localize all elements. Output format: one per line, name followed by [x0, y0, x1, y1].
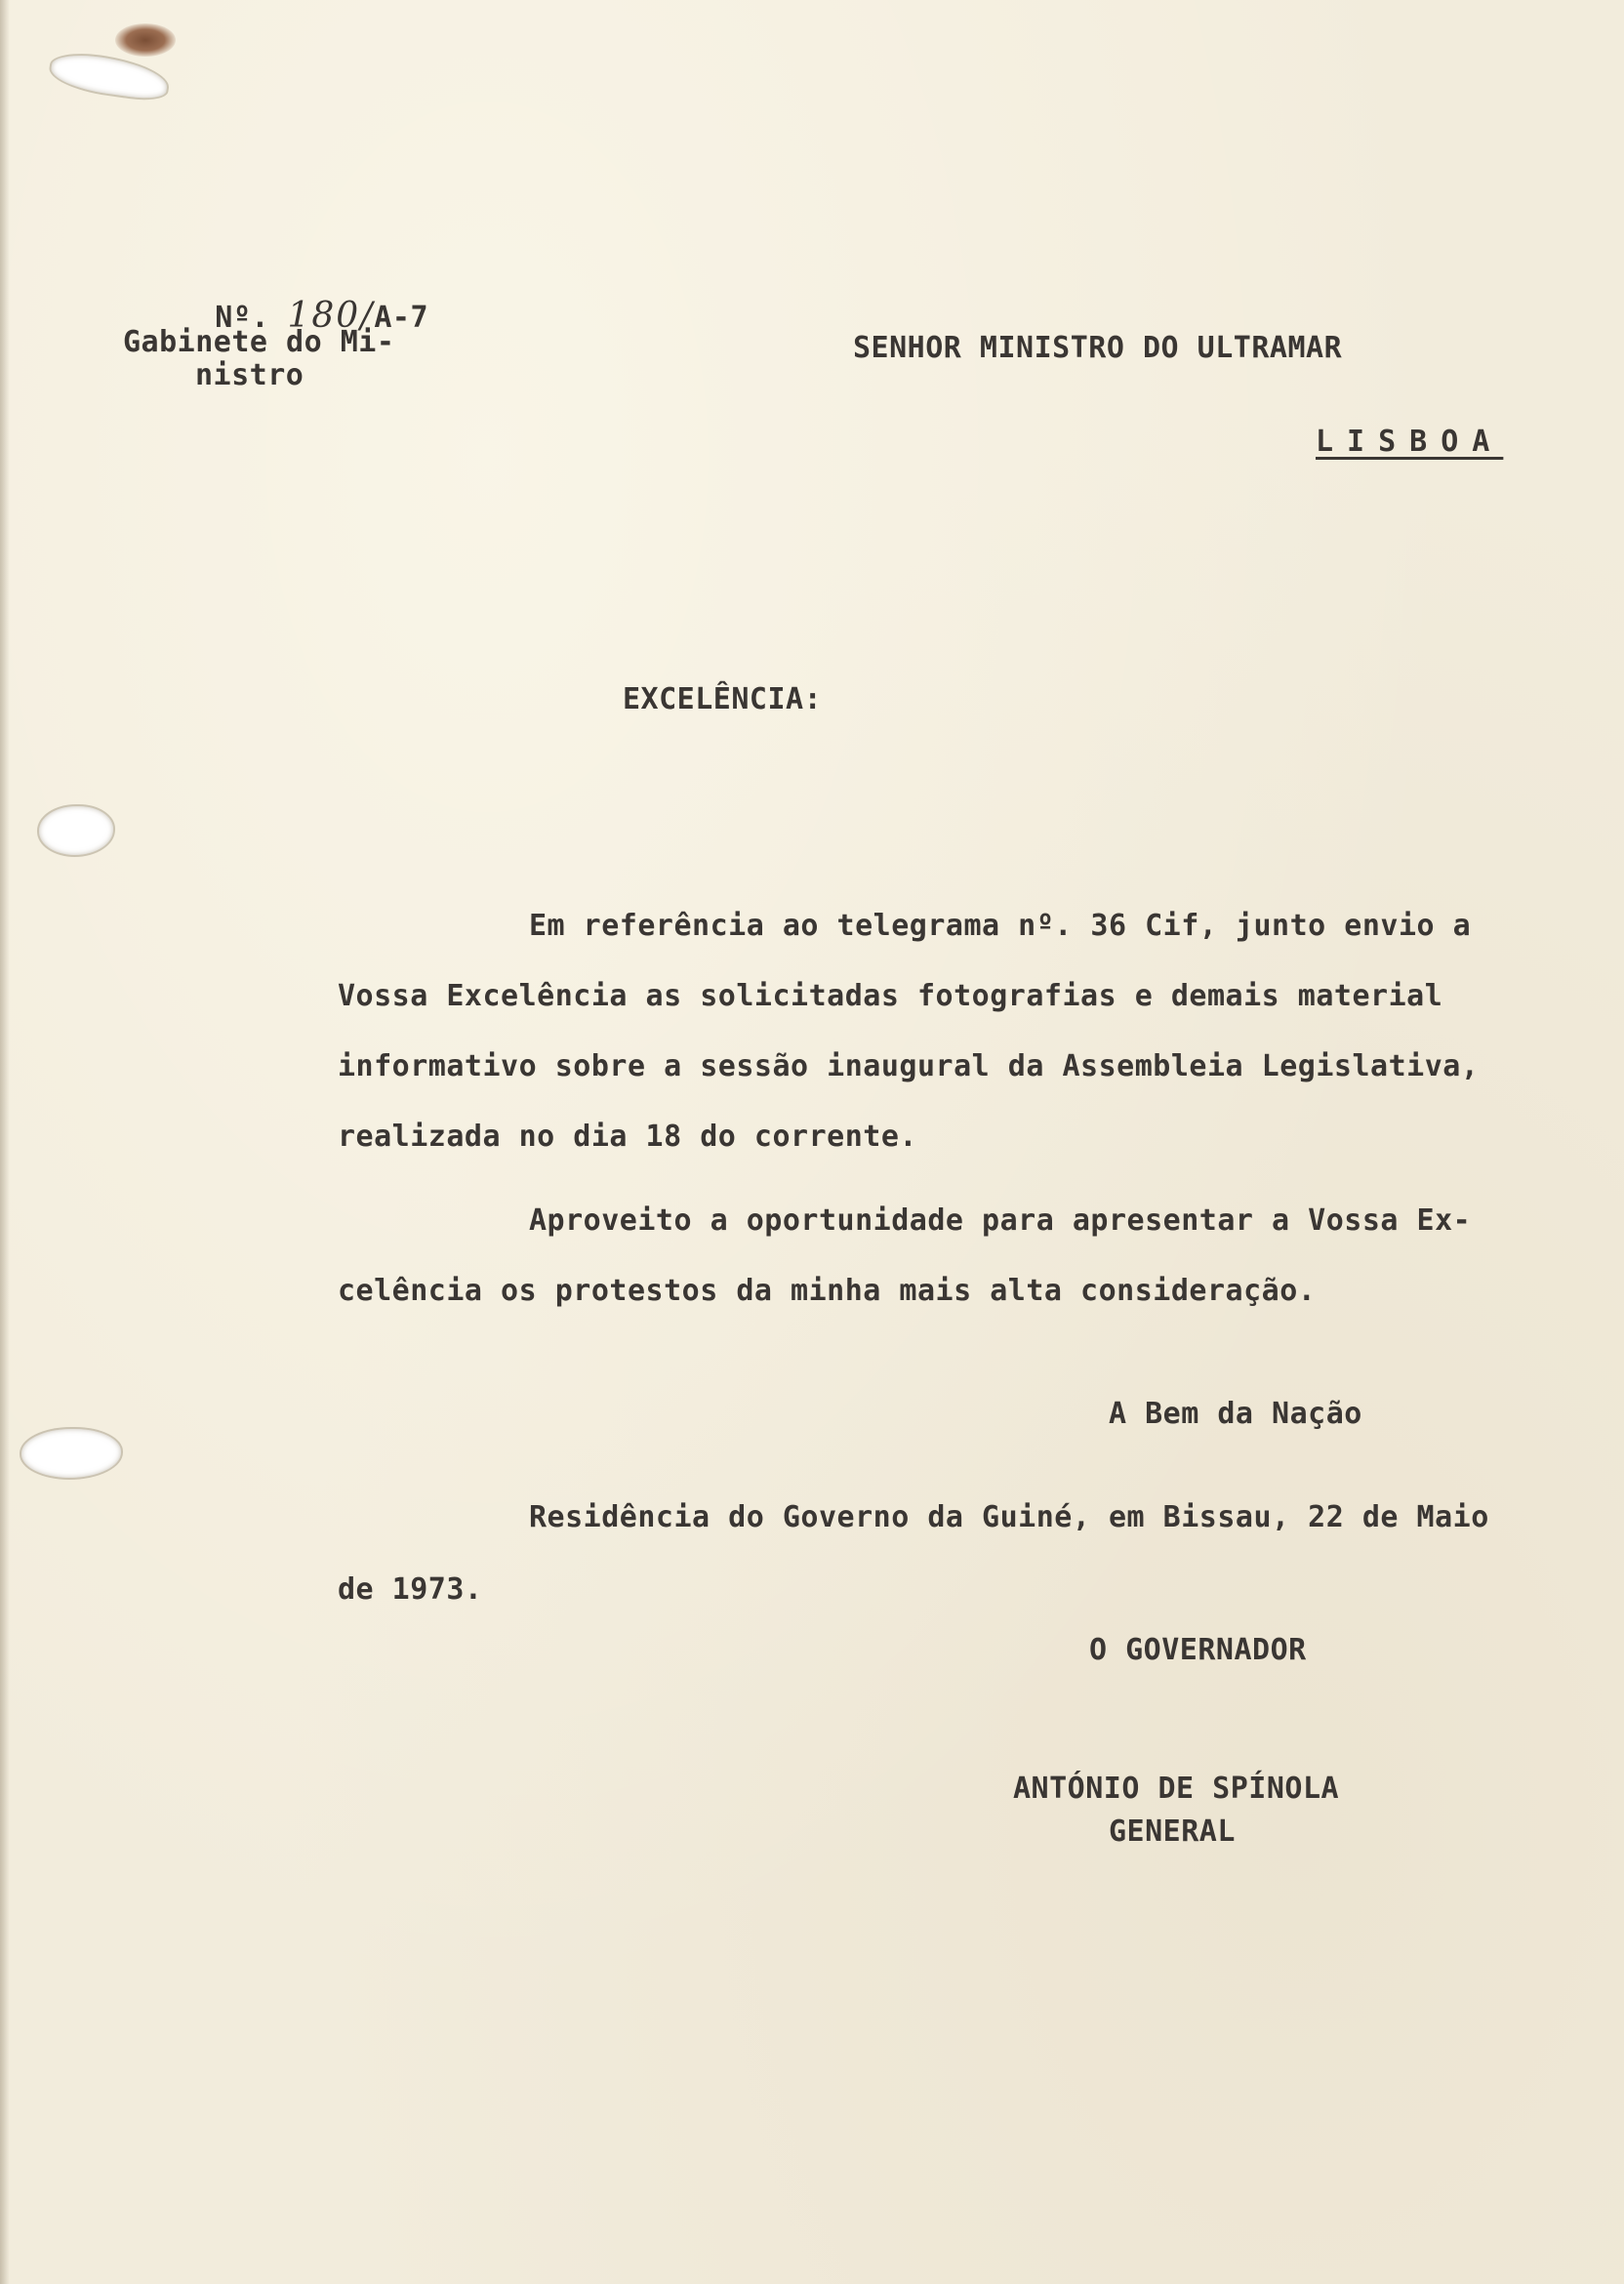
signatory-rank: GENERAL: [1109, 1815, 1236, 1849]
office-line-2: nistro: [195, 358, 304, 392]
reference-suffix: A-7: [374, 301, 429, 335]
place-date-line-1: Residência do Governo da Guiné, em Bissau, 22 de Maio: [529, 1500, 1489, 1534]
place-date-line-2: de 1973.: [338, 1572, 483, 1607]
reference-handwritten: 180/: [287, 296, 375, 336]
signatory-title: O GOVERNADOR: [1089, 1633, 1307, 1667]
paragraph-1-line-4: realizada no dia 18 do corrente.: [338, 1120, 917, 1154]
addressee: SENHOR MINISTRO DO ULTRAMAR: [853, 331, 1343, 365]
reference-prefix: Nº.: [215, 301, 288, 335]
paragraph-1-line-1: Em referência ao telegrama nº. 36 Cif, junto envio a: [529, 909, 1472, 943]
punch-hole-bottom: [21, 1429, 121, 1478]
salutation: EXCELÊNCIA:: [623, 682, 823, 716]
punch-hole-top: [39, 806, 113, 855]
city: LISBOA: [1316, 425, 1504, 459]
rust-stain: [115, 23, 176, 57]
paragraph-2-line-2: celência os protestos da minha mais alta consideração.: [338, 1274, 1317, 1308]
paragraph-1-line-2: Vossa Excelência as solicitadas fotografias e demais material: [338, 979, 1443, 1013]
signatory-name: ANTÓNIO DE SPÍNOLA: [1013, 1772, 1340, 1806]
closing-formula: A Bem da Nação: [1109, 1397, 1362, 1431]
office-line-1: Gabinete do Mi-: [123, 325, 395, 359]
torn-corner-mark: [49, 51, 170, 102]
paragraph-1-line-3: informativo sobre a sessão inaugural da Assembleia Legislativa,: [338, 1049, 1480, 1083]
paragraph-2-line-1: Aproveito a oportunidade para apresentar a Vossa Ex-: [529, 1203, 1472, 1238]
